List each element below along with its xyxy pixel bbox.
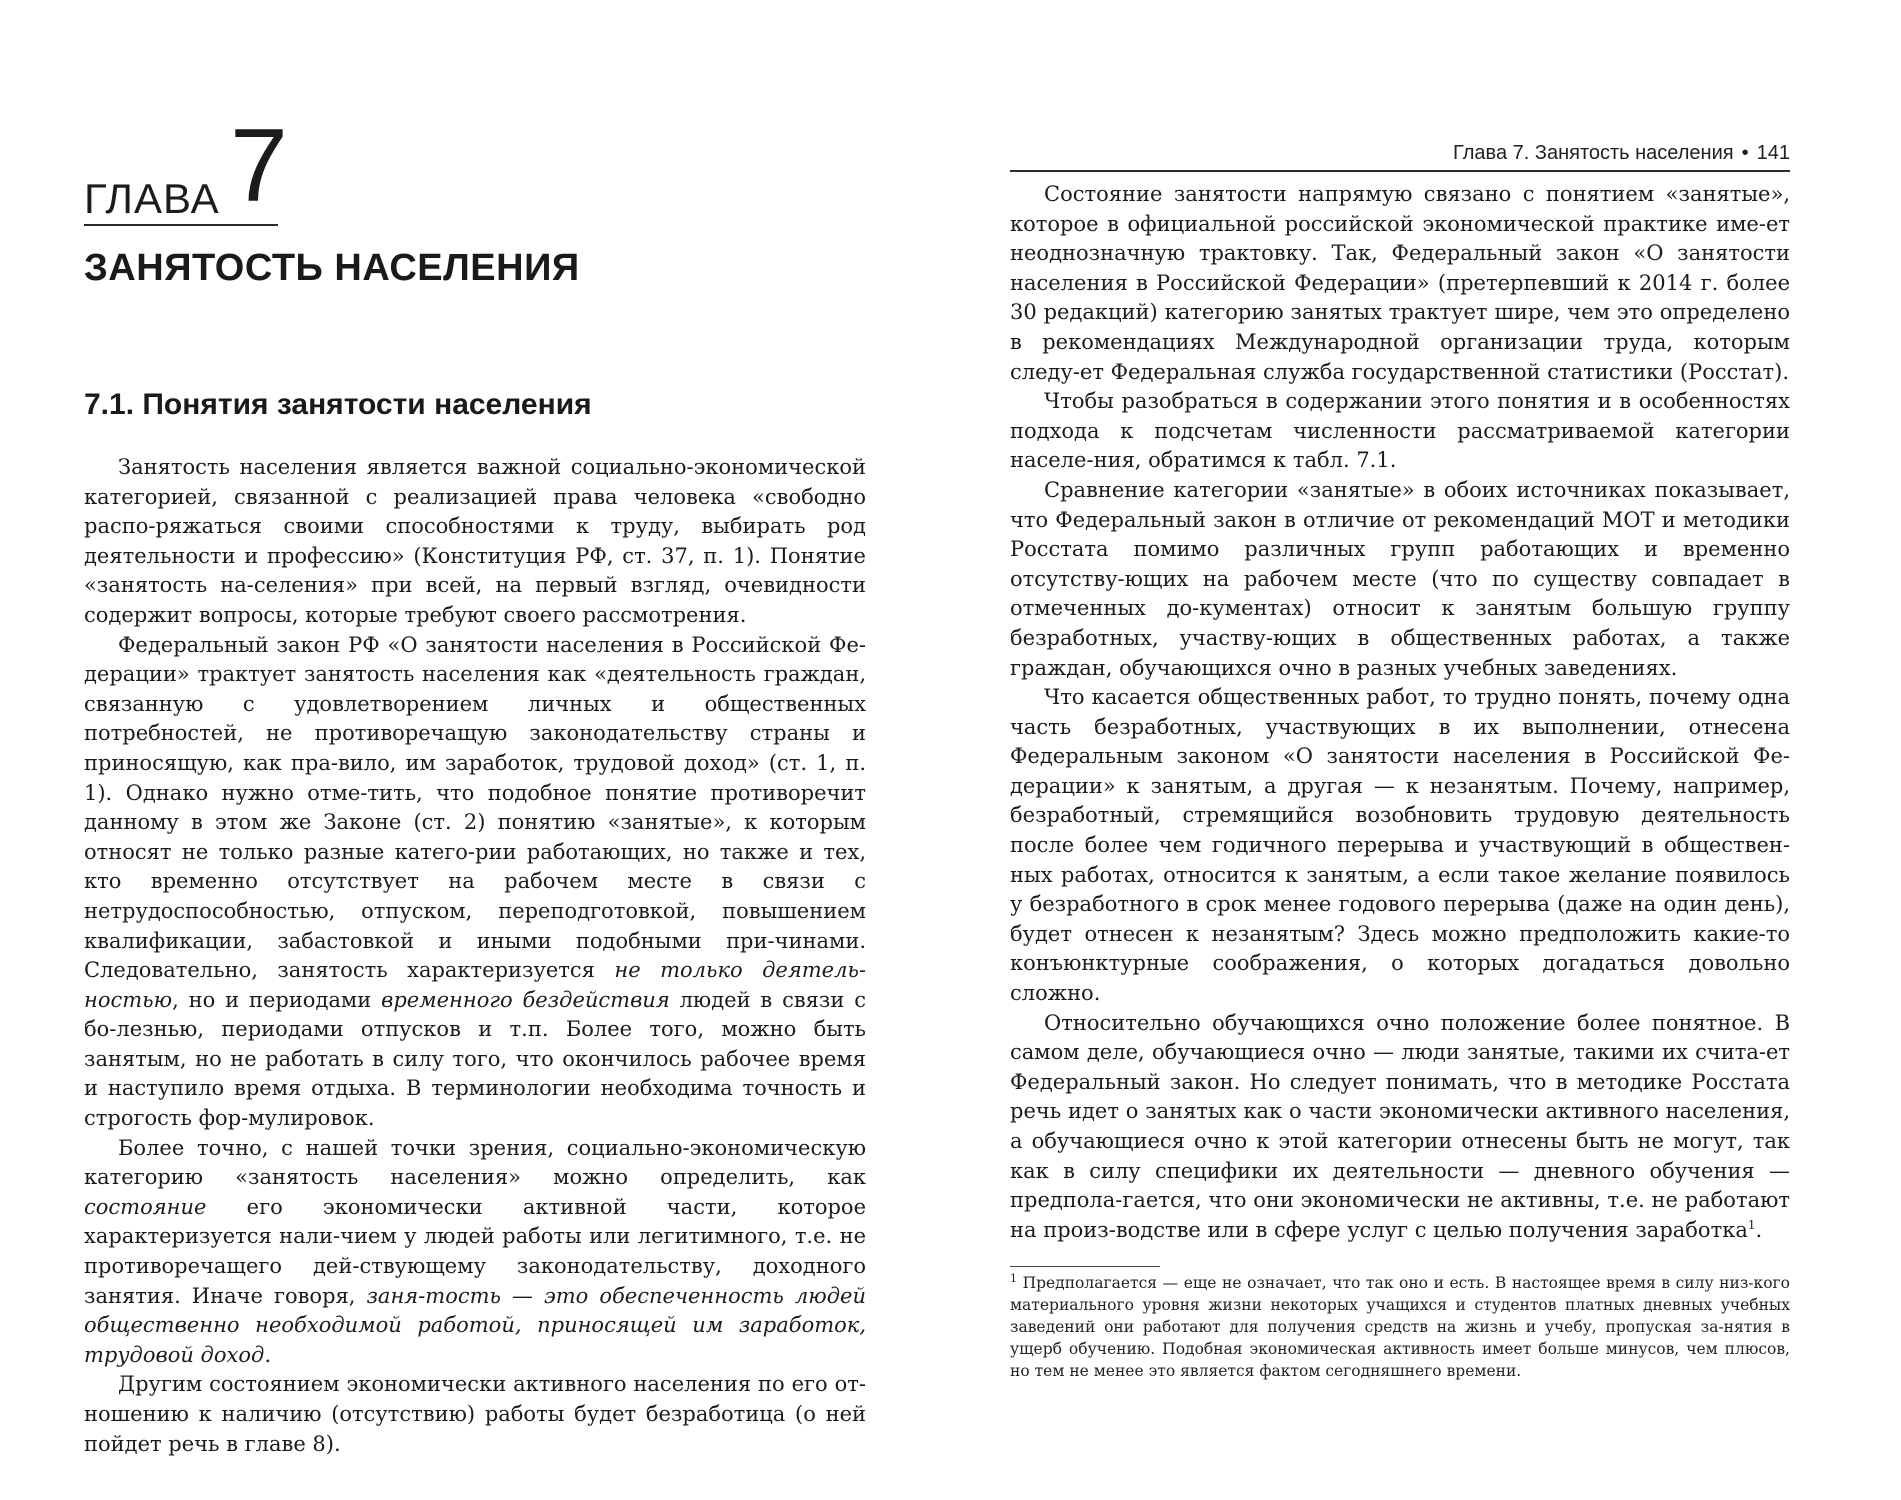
emphasis: не только деятель-ностью — [84, 958, 866, 1012]
right-page — [950, 0, 1901, 1500]
paragraph: Что касается общественных работ, то трудно понять, почему одна часть безработных, участвующих в их выполнении, отнесена Федеральным законом «О занятости населения в Российской Фе-дерации» к занятым, а другая — к незанятым. Почему, например, безработный, стремящийся возобновить трудовую деятельность после более чем годичного перерыва и участвующий в обществен-ных работах, относится к занятым, а если такое желание появилось у безработного в срок менее годового перерыва (даже на один день), будет отнесен к незанятым? Здесь можно предположить какие-то конъюнктурные соображения, о которых догадаться довольно сложно. — [1010, 685, 1790, 1006]
paragraph: Чтобы разобраться в содержании этого понятия и в особенностях подхода к подсчетам численности рассматриваемой категории населе-ния, обратимся к табл. 7.1. — [1010, 389, 1790, 473]
emphasis: заня-тость — это обеспеченность людей общественно необходимой работой, приносящей им заработок, трудовой доход — [84, 1283, 866, 1367]
footnote: $^1$ Предполагается — еще не означает, что так оно и есть. В настоящее время в силу низ-кого материального уровня жизни некоторых учащихся и студентов платных дневных учебных заведений они работают для получения средств на жизнь и учебу, пропуская за-нятия в ущерб обучению. Подобная экономическая активность имеет больше минусов, чем плюсов, но тем не менее это является фактом сегодняшнего времени. — [1010, 1272, 1790, 1380]
emphasis: временного бездействия — [381, 987, 670, 1012]
chapter-label: ГЛАВА — [84, 175, 220, 222]
paragraph: Федеральный закон РФ «О занятости населения в Российской Фе-дерации» трактует занятость населения как «деятельность граждан, связанную с удовлетворением личных и общественных потребностей, не противоречащую законодательству страны и приносящую, как пра-вило, им заработок, трудовой доход» (ст. 1, п. 1). Однако нужно отме-тить, что подобное понятие противоречит данному в этом же Законе (ст. 2) понятию «занятые», к которым относят не только разные катего-рии работающих, но также и тех, кто временно отсутствует на рабочем месте в связи с нетрудоспособностью, отпуском, переподготовкой, повышением квалификации, забастовкой и иными подобными при-чинами. Следовательно, занятость характеризуется не только деятель-ностью, но и периодами временного бездействия людей в связи с бо-лезнью, периодами отпусков и т.п. Более того, можно быть занятым, но не работать в силу того, что окончилось рабочее время и наступило время отдыха. В терминологии необходима точность и строгость фор-мулировок. — [84, 632, 866, 1131]
right-body-text — [1010, 180, 1790, 1245]
bullet-icon: • — [1741, 142, 1749, 164]
chapter-heading — [84, 108, 288, 228]
chapter-number: 7 — [230, 108, 288, 224]
chapter-title: ЗАНЯТОСТЬ НАСЕЛЕНИЯ — [84, 247, 580, 289]
footnote-mark: 1 — [1010, 1272, 1017, 1285]
paragraph: Более точно, с нашей точки зрения, социально-экономическую категорию «занятость населения» можно определить, как состояние его экономически активной части, которое характеризуется нали-чием у людей работы или легитимного, т.е. не противоречащего дей-ствующему законодательству, доходного занятия. Иначе говоря, заня-тость — это обеспеченность людей общественно необходимой работой, приносящей им заработок, трудовой доход. — [84, 1135, 866, 1367]
paragraph: Сравнение категории «занятые» в обоих источниках показывает, что Федеральный закон в отличие от рекомендаций МОТ и методики Росстата помимо различных групп работающих и временно отсутству-ющих на рабочем месте (что по существу совпадает в отмеченных до-кументах) относит к занятым большую группу безработных, участву-ющих в общественных работах, а также граждан, обучающихся очно в разных учебных заведениях. — [1010, 477, 1790, 680]
paragraph: Другим состоянием экономически активного населения по его от-ношению к наличию (отсутствию) работы будет безработица (о ней пойдет речь в главе 8). — [84, 1372, 866, 1456]
left-body-text — [84, 453, 866, 1459]
emphasis: состояние — [84, 1194, 207, 1219]
running-head-title: Глава 7. Занятость населения — [1453, 142, 1734, 164]
left-page — [0, 0, 950, 1500]
section-title: 7.1. Понятия занятости населения — [84, 388, 592, 421]
chapter-rule — [84, 224, 278, 226]
paragraph: Относительно обучающихся очно положение более понятное. В самом деле, обучающиеся очно — люди занятые, такими их счита-ет Федеральный закон. Но следует понимать, что в методике Росстата речь идет о занятых как о части экономически активного населения, а обучающиеся очно к этой категории отнесены быть не могут, так как в силу специфики их деятельности — дневного обучения — предпола-гается, что они экономически не активны, т.е. не работают на произ-водстве или в сфере услуг с целью получения заработка$^1$. — [1010, 1010, 1790, 1242]
page-number: 141 — [1756, 142, 1790, 164]
paragraph: Состояние занятости напрямую связано с понятием «занятые», которое в официальной российской экономической практике име-ет неоднозначную трактовку. Так, Федеральный закон «О занятости населения в Российской Федерации» (претерпевший к 2014 г. более 30 редакций) категорию занятых трактует шире, чем это определено в рекомендациях Международной организации труда, которым следу-ет Федеральная служба государственной статистики (Росстат). — [1010, 182, 1790, 384]
running-header — [1010, 142, 1790, 172]
paragraph: Занятость населения является важной социально-экономической категорией, связанной с реализацией права человека «свободно распо-ряжаться своими способностями к труду, выбирать род деятельности и профессию» (Конституция РФ, ст. 37, п. 1). Понятие «занятость на-селения» при всей, на первый взгляд, очевидности содержит вопросы, которые требуют своего рассмотрения. — [84, 455, 866, 627]
footnote-rule — [1010, 1266, 1160, 1267]
footnote-ref: 1 — [1747, 1217, 1756, 1232]
